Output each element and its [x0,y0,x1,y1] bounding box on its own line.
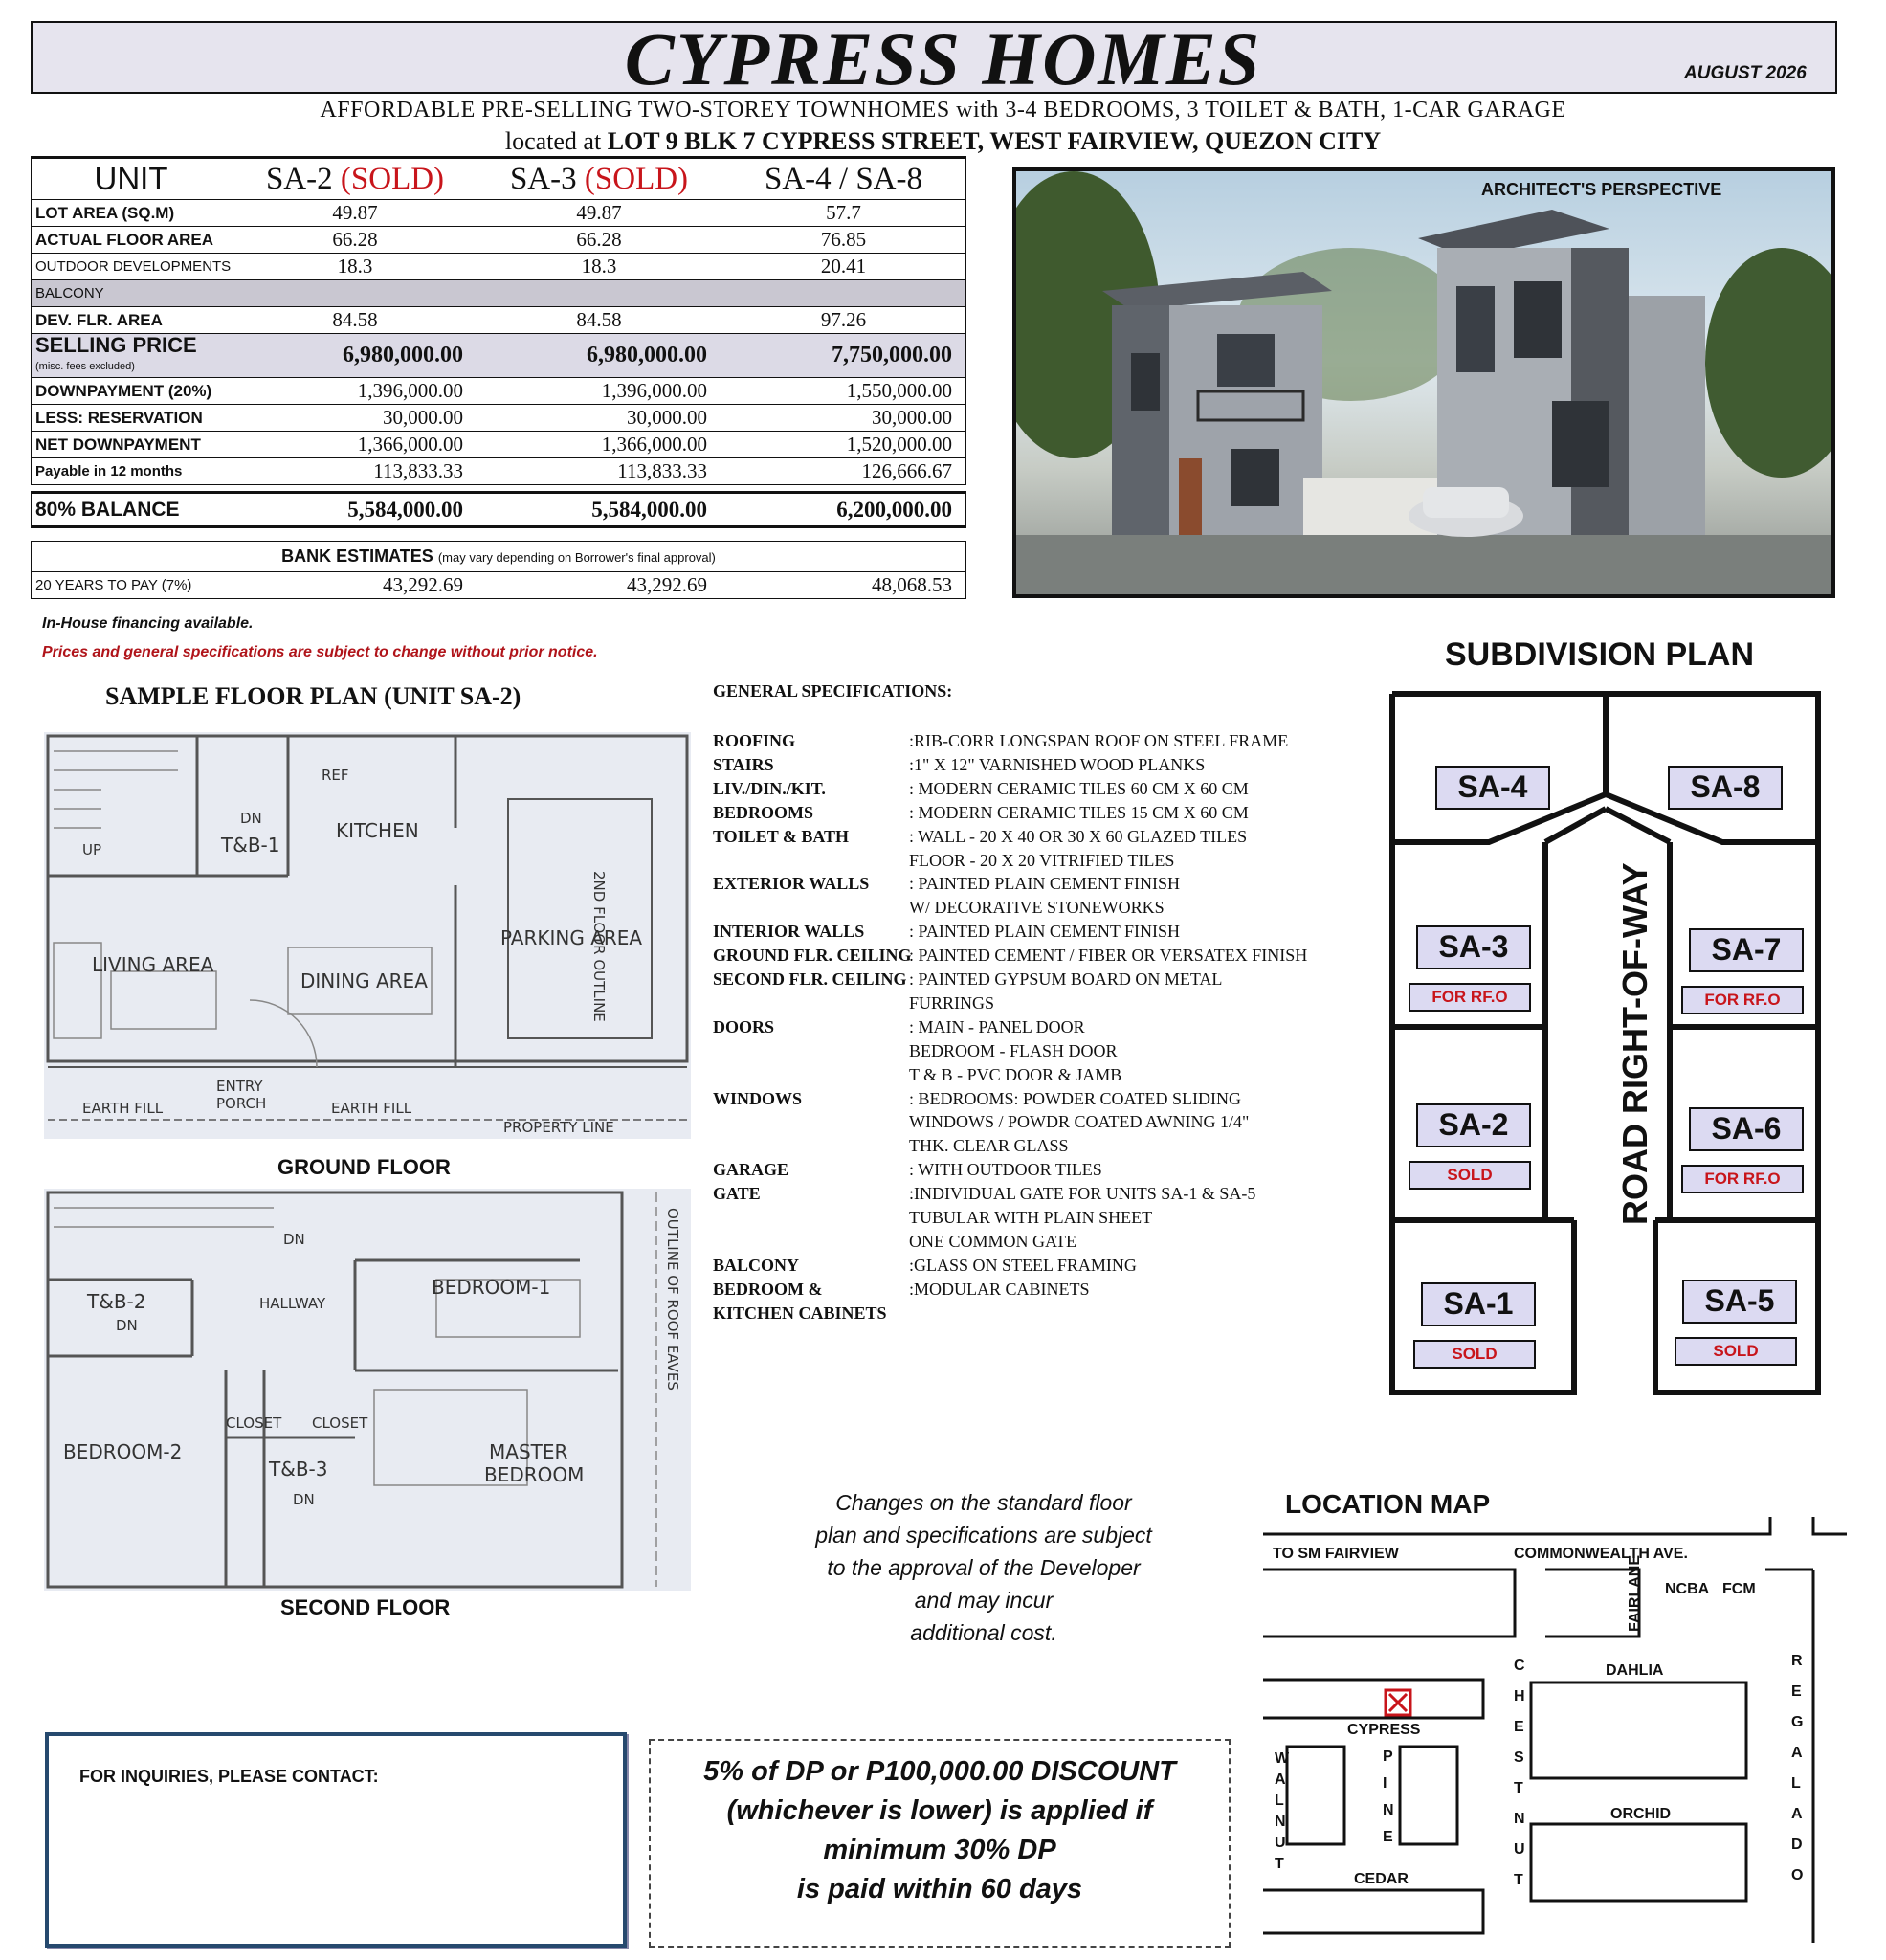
entry-label: ENTRY [216,1078,263,1095]
spec-key: LIV./DIN./KIT. [713,778,826,798]
row-label: BALCONY [32,280,233,307]
location-line [0,127,1886,156]
price-disclaimer: Prices and general specifications are subject to change without prior notice. [42,644,598,660]
row-label: DEV. FLR. AREA [32,307,233,334]
commonwealth-ave-label: COMMONWEALTH AVE. [1514,1546,1688,1562]
room-tb3: T&B-3 [269,1458,328,1481]
cell: 30,000.00 [477,405,721,432]
spec-key: STAIRS [713,754,774,774]
spec-value: FURRINGS [909,992,995,1013]
col-header-sa3: SA-3 (SOLD) [477,158,721,200]
cell: 5,584,000.00 [477,493,721,527]
cell: 113,833.33 [233,458,477,485]
cell: 6,980,000.00 [233,334,477,378]
row-label: LOT AREA (SQ.M) [32,200,233,227]
cell: 84.58 [233,307,477,334]
cell: 57.7 [721,200,966,227]
ncba-label: NCBA [1665,1581,1710,1597]
cell: 5,584,000.00 [233,493,477,527]
cell: 97.26 [721,307,966,334]
discount-offer-box [649,1739,1231,1948]
regalado-label: R E G A L A D O [1791,1653,1804,1883]
lot-sa-3: SA-3 [1416,925,1531,969]
cell: 126,666.67 [721,458,966,485]
cell: 66.28 [477,227,721,254]
cell: 1,366,000.00 [233,432,477,458]
floor-outline-label: 2ND FLOOR OUTLINE [590,871,608,1022]
spec-value: :1" X 12" VARNISHED WOOD PLANKS [909,754,1206,774]
tb2-dn-label: DN [116,1317,138,1334]
spec-value: T & B - PVC DOOR & JAMB [909,1064,1122,1084]
note-line: plan and specifications are subject [815,1523,1152,1548]
spec-key: BALCONY [713,1255,800,1275]
cell [477,280,721,307]
table-row [32,307,966,334]
row-label: ACTUAL FLOOR AREA [32,227,233,254]
property-line-label: PROPERTY LINE [503,1119,614,1136]
subdivision-plan [1378,675,1837,1402]
lot-status-badge: FOR RF.O [1409,983,1531,1012]
ground-floor-label: GROUND FLOOR [277,1155,451,1179]
spec-key: INTERIOR WALLS [713,922,865,942]
cell: 7,750,000.00 [721,334,966,378]
cell: 18.3 [477,254,721,280]
orchid-label: ORCHID [1610,1806,1672,1822]
cell: 66.28 [233,227,477,254]
photo-caption: ARCHITECT'S PERSPECTIVE [1481,180,1722,199]
col-header-sa2: SA-2 (SOLD) [233,158,477,200]
location-map [1263,1512,1847,1943]
roof-outline-label: OUTLINE OF ROOF EAVES [664,1208,681,1391]
fairlane-label: FAIRLANE [1627,1555,1643,1632]
spec-key: ROOFING [713,731,796,750]
spec-key: GARAGE [713,1160,789,1180]
note-line: and may incur [914,1588,1054,1613]
spec-value: BEDROOM - FLASH DOOR [909,1040,1118,1060]
room-tb1: T&B-1 [221,834,280,857]
spec-key: BEDROOMS [713,802,814,822]
spec-value: : WITH OUTDOOR TILES [909,1160,1102,1180]
cell: 84.58 [477,307,721,334]
cell: 43,292.69 [477,572,721,599]
spec-key: GATE [713,1184,761,1204]
room-dining: DINING AREA [300,969,428,992]
row-label: LESS: RESERVATION [32,405,233,432]
room-tb2: T&B-2 [87,1290,146,1313]
spec-key: SECOND FLR. CEILING [713,969,907,989]
unit-header: UNIT [32,158,233,200]
table-row [32,227,966,254]
spec-value: : PAINTED PLAIN CEMENT FINISH [909,874,1181,894]
row-label: NET DOWNPAYMENT [32,432,233,458]
hallway-label: HALLWAY [259,1295,326,1312]
spec-value: : BEDROOMS: POWDER COATED SLIDING [909,1088,1242,1108]
table-row [32,280,966,307]
architect-perspective-image [1012,167,1835,598]
cell: 48,068.53 [721,572,966,599]
price-table [31,156,966,528]
porch-label: PORCH [216,1095,267,1112]
spec-value: TUBULAR WITH PLAIN SHEET [909,1208,1153,1227]
cell: 6,200,000.00 [721,493,966,527]
discount-line: (whichever is lower) is applied if [726,1795,1153,1826]
to-sm-fairview-label: TO SM FAIRVIEW [1273,1546,1399,1562]
spec-key: EXTERIOR WALLS [713,874,870,894]
spec-key: TOILET & BATH [713,826,850,846]
floor-plan-title: SAMPLE FLOOR PLAN (UNIT SA-2) [105,682,521,710]
cell: 1,396,000.00 [477,378,721,405]
spec-value: :INDIVIDUAL GATE FOR UNITS SA-1 & SA-5 [909,1184,1256,1204]
lot-status-badge: FOR RF.O [1681,1165,1804,1193]
cell: 30,000.00 [721,405,966,432]
house-render-illustration [1016,171,1831,594]
second-floor-plan [44,1189,691,1591]
tb3-dn-label: DN [293,1491,315,1508]
inhouse-note: In-House financing available. [42,615,254,632]
cell: 49.87 [477,200,721,227]
second-floor-label: SECOND FLOOR [280,1595,451,1619]
dahlia-label: DAHLIA [1606,1662,1664,1679]
spec-value: : PAINTED PLAIN CEMENT FINISH [909,922,1181,942]
room-master-bedroom: BEDROOM [484,1463,585,1486]
note-line: to the approval of the Developer [827,1555,1141,1580]
lot-sa-7: SA-7 [1689,928,1804,972]
cypress-label: CYPRESS [1347,1722,1421,1738]
changes-note [783,1486,1185,1649]
table-row [32,200,966,227]
spec-value: FLOOR - 20 X 20 VITRIFIED TILES [909,850,1175,870]
row-label: SELLING PRICE (misc. fees excluded) [32,334,233,378]
spec-value: : MODERN CERAMIC TILES 15 CM X 60 CM [909,802,1249,822]
spec-key: GROUND FLR. CEILING [713,946,912,966]
contact-label: FOR INQUIRIES, PLEASE CONTACT: [79,1767,379,1786]
spec-key: BEDROOM & [713,1279,823,1299]
room-ref: REF [322,767,349,784]
road-right-of-way-label: ROAD RIGHT-OF-WAY [1615,862,1654,1225]
cell: 30,000.00 [233,405,477,432]
closet-label-1: CLOSET [226,1414,282,1432]
spec-value: :GLASS ON STEEL FRAMING [909,1255,1137,1275]
sold-tag: (SOLD) [340,161,445,196]
row-label: 20 YEARS TO PAY (7%) [32,572,233,599]
spec-value: : MODERN CERAMIC TILES 60 CM X 60 CM [909,778,1249,798]
col-header-sa4-sa8: SA-4 / SA-8 [721,158,966,200]
lot-sa-6: SA-6 [1689,1107,1804,1151]
cell: 76.85 [721,227,966,254]
discount-line: 5% of DP or P100,000.00 DISCOUNT [703,1756,1176,1787]
balance-row [32,493,966,527]
location-prefix: located at [504,127,602,155]
sold-tag: (SOLD) [584,161,689,196]
chestnut-label: C H E S T N U T [1514,1658,1525,1888]
spec-value: ONE COMMON GATE [909,1231,1076,1251]
cell: 1,396,000.00 [233,378,477,405]
lot-sa-5: SA-5 [1682,1280,1797,1324]
fcm-label: FCM [1722,1581,1756,1597]
spec-key: KITCHEN CABINETS [713,1303,887,1323]
cell [721,280,966,307]
row-label: Payable in 12 months [32,458,233,485]
spec-value: :MODULAR CABINETS [909,1279,1090,1299]
table-row [32,432,966,458]
spec-value: : PAINTED CEMENT / FIBER OR VERSATEX FINISH [909,946,1308,966]
lot-sa-8: SA-8 [1668,766,1783,810]
discount-line: is paid within 60 days [796,1874,1083,1904]
spec-value: : WALL - 20 X 40 OR 30 X 60 GLAZED TILES [909,826,1248,846]
row-label: 80% BALANCE [32,493,233,527]
room-parking: PARKING AREA [500,926,643,949]
cell: 1,366,000.00 [477,432,721,458]
cell: 6,980,000.00 [477,334,721,378]
cell [233,280,477,307]
lot-sa-1: SA-1 [1421,1282,1536,1326]
stair-dn-label: DN [240,810,262,827]
room-bedroom-2: BEDROOM-2 [63,1440,183,1463]
spec-key: DOORS [713,1016,775,1036]
ground-floor-plan [44,732,691,1139]
room-kitchen: KITCHEN [336,819,419,842]
spec-value: : MAIN - PANEL DOOR [909,1016,1085,1036]
lot-status-badge: SOLD [1409,1161,1531,1190]
row-label: OUTDOOR DEVELOPMENTS [32,254,233,280]
subdivision-plan-title: SUBDIVISION PLAN [1445,636,1755,673]
row-label: DOWNPAYMENT (20%) [32,378,233,405]
location-address: LOT 9 BLK 7 CYPRESS STREET, WEST FAIRVIEW, QUEZON CITY [607,127,1382,155]
subtitle: AFFORDABLE PRE-SELLING TWO-STOREY TOWNHOMES with 3-4 BEDROOMS, 3 TOILET & BATH, 1-CAR GARAGE [320,98,1566,122]
room-master: MASTER [489,1440,568,1463]
room-bedroom-1: BEDROOM-1 [432,1276,551,1299]
earth-fill-left: EARTH FILL [82,1100,164,1117]
table-row [32,254,966,280]
lot-status-badge: FOR RF.O [1681,986,1804,1014]
contact-box [45,1732,627,1948]
cell: 1,520,000.00 [721,432,966,458]
lot-status-badge: SOLD [1413,1340,1536,1369]
cell: 43,292.69 [233,572,477,599]
pine-label: P I N E [1383,1748,1394,1845]
spec-value: :RIB-CORR LONGSPAN ROOF ON STEEL FRAME [909,731,1289,750]
spec-value: W/ DECORATIVE STONEWORKS [909,898,1165,918]
earth-fill-right: EARTH FILL [331,1100,412,1117]
spec-value: WINDOWS / POWDR COATED AWNING 1/4" [909,1112,1250,1132]
table-row [32,458,966,485]
stair-dn-label: DN [283,1231,305,1248]
walnut-label: W A L N U T [1275,1750,1290,1872]
table-row [32,405,966,432]
cell: 49.87 [233,200,477,227]
lot-sa-4: SA-4 [1435,766,1550,810]
cell: 18.3 [233,254,477,280]
lot-status-badge: SOLD [1675,1337,1797,1366]
spec-value: : PAINTED GYPSUM BOARD ON METAL [909,969,1223,989]
spec-value: THK. CLEAR GLASS [909,1136,1069,1156]
cell: 1,550,000.00 [721,378,966,405]
specs-title: GENERAL SPECIFICATIONS: [713,681,953,701]
closet-label-2: CLOSET [312,1414,368,1432]
lot-sa-2: SA-2 [1416,1103,1531,1147]
table-row [32,378,966,405]
stair-up-label: UP [82,841,102,858]
cell: 113,833.33 [477,458,721,485]
table-row [32,572,966,599]
vertical-street-labels [1275,1653,1803,1888]
page-title: CYPRESS HOMES [624,17,1262,100]
selling-price-row [32,334,966,378]
location-map-title: LOCATION MAP [1285,1489,1491,1519]
table-header-row [32,158,966,200]
note-line: additional cost. [910,1620,1057,1645]
page-date: AUGUST 2026 [1684,63,1807,83]
room-living: LIVING AREA [92,953,214,976]
bank-estimates-header: BANK ESTIMATES (may vary depending on Borrower's final approval) [32,542,966,572]
spec-key: WINDOWS [713,1088,803,1108]
discount-line: minimum 30% DP [823,1835,1056,1865]
spacer-row [32,485,966,493]
cedar-label: CEDAR [1354,1871,1409,1887]
note-line: Changes on the standard floor [835,1490,1132,1515]
cell: 20.41 [721,254,966,280]
bank-estimates-table [31,541,966,599]
